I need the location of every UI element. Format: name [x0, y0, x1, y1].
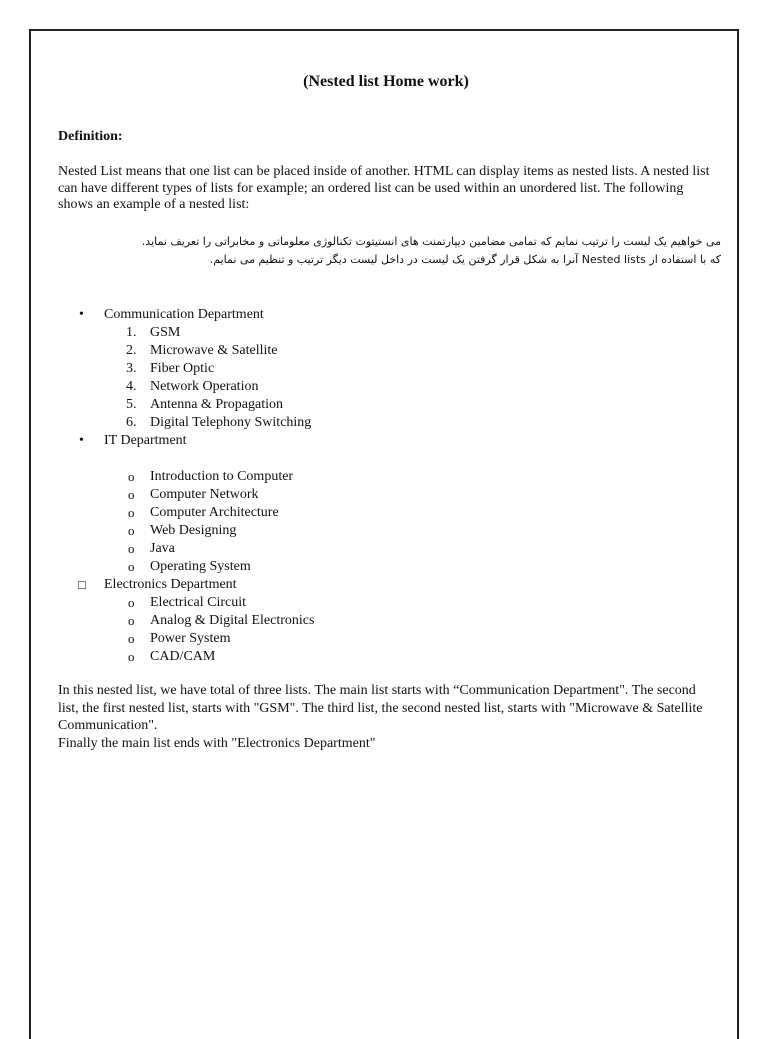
number-marker: 2. — [126, 343, 137, 358]
sublist-item-label: Java — [150, 541, 175, 556]
circle-marker: o — [128, 595, 135, 610]
sublist-item — [58, 360, 658, 378]
number-marker: 5. — [126, 397, 137, 412]
list-item-label: Communication Department — [104, 307, 264, 322]
list-item-it — [58, 432, 658, 450]
sublist-item — [58, 522, 658, 540]
circle-marker: o — [128, 469, 135, 484]
document-page — [29, 29, 739, 1039]
number-marker: 3. — [126, 361, 137, 376]
number-marker: 6. — [126, 415, 137, 430]
circle-marker: o — [128, 523, 135, 538]
sublist-item-label: Computer Network — [150, 487, 259, 502]
sublist-item-label: Web Designing — [150, 523, 237, 538]
summary-paragraph — [58, 682, 718, 752]
sublist-item-label: Digital Telephony Switching — [150, 415, 312, 430]
sublist-item-label: Analog & Digital Electronics — [150, 613, 315, 628]
sublist-item-label: GSM — [150, 325, 181, 340]
persian-line-1: می خواهیم یک لیست را ترتیب نمایم که تمامی مضامین دیپارتمنت های انستیتوت تکنالوژی معلوماتی و مخابراتی را تعریف نماید. — [141, 235, 721, 248]
sublist-item — [58, 504, 658, 522]
sublist-item-label: Network Operation — [150, 379, 259, 394]
number-marker: 4. — [126, 379, 137, 394]
list-item-electronics — [58, 576, 658, 594]
sublist-item-label: Introduction to Computer — [150, 469, 294, 484]
list-spacer — [58, 450, 658, 468]
circle-marker: o — [128, 487, 135, 502]
bullet-marker: • — [79, 307, 84, 322]
sublist-item — [58, 396, 658, 414]
persian-paragraph — [58, 233, 721, 269]
circle-marker: o — [128, 631, 135, 646]
circle-marker: o — [128, 505, 135, 520]
summary-closing: Finally the main list ends with "Electronics Department" — [58, 735, 376, 751]
sublist-item-label: CAD/CAM — [150, 649, 216, 664]
sublist-item-label: Microwave & Satellite — [150, 343, 278, 358]
sublist-item — [58, 558, 658, 576]
list-item-label: Electronics Department — [104, 577, 237, 592]
sublist-item-label: Operating System — [150, 559, 251, 574]
list-item-label: IT Department — [104, 433, 187, 448]
definition-heading: Definition: — [58, 129, 123, 144]
sublist-item-label: Power System — [150, 631, 231, 646]
document-title: (Nested list Home work) — [303, 73, 469, 90]
sublist-item — [58, 612, 658, 630]
sublist-item-label: Computer Architecture — [150, 505, 279, 520]
sublist-item — [58, 378, 658, 396]
sublist-item — [58, 324, 658, 342]
circle-marker: o — [128, 559, 135, 574]
sublist-item — [58, 342, 658, 360]
sublist-item — [58, 648, 658, 666]
sublist-item — [58, 540, 658, 558]
circle-marker: o — [128, 649, 135, 664]
sublist-item-label: Electrical Circuit — [150, 595, 247, 610]
circle-marker: o — [128, 541, 135, 556]
summary-text: In this nested list, we have total of three lists. The main list starts with “Communication Department". The second list, the first nested list, starts with "GSM". The third list, the second nested list, starts with "Microwave & Satellite Communication". — [58, 683, 703, 733]
list-item-communication — [58, 306, 658, 324]
square-marker: □ — [78, 577, 86, 592]
sublist-item-label: Antenna & Propagation — [150, 397, 283, 412]
persian-line-2: که با استفاده از Nested lists آنرا به شکل قرار گرفتن یک لیست در داخل لیست دیگر ترتیب و تنظیم می نمایم. — [209, 253, 721, 266]
nested-list — [58, 306, 658, 666]
sublist-item — [58, 630, 658, 648]
sublist-item — [58, 486, 658, 504]
sublist-item — [58, 414, 658, 432]
sublist-item — [58, 468, 658, 486]
sublist-item-label: Fiber Optic — [150, 361, 215, 376]
number-marker: 1. — [126, 325, 137, 340]
bullet-marker: • — [79, 433, 84, 448]
sublist-item — [58, 594, 658, 612]
circle-marker: o — [128, 613, 135, 628]
intro-paragraph: Nested List means that one list can be placed inside of another. HTML can display items as nested lists. A nested list can have different types of lists for example; an ordered list can be used within an unordered list. The following shows an example of a nested list: — [58, 164, 710, 212]
